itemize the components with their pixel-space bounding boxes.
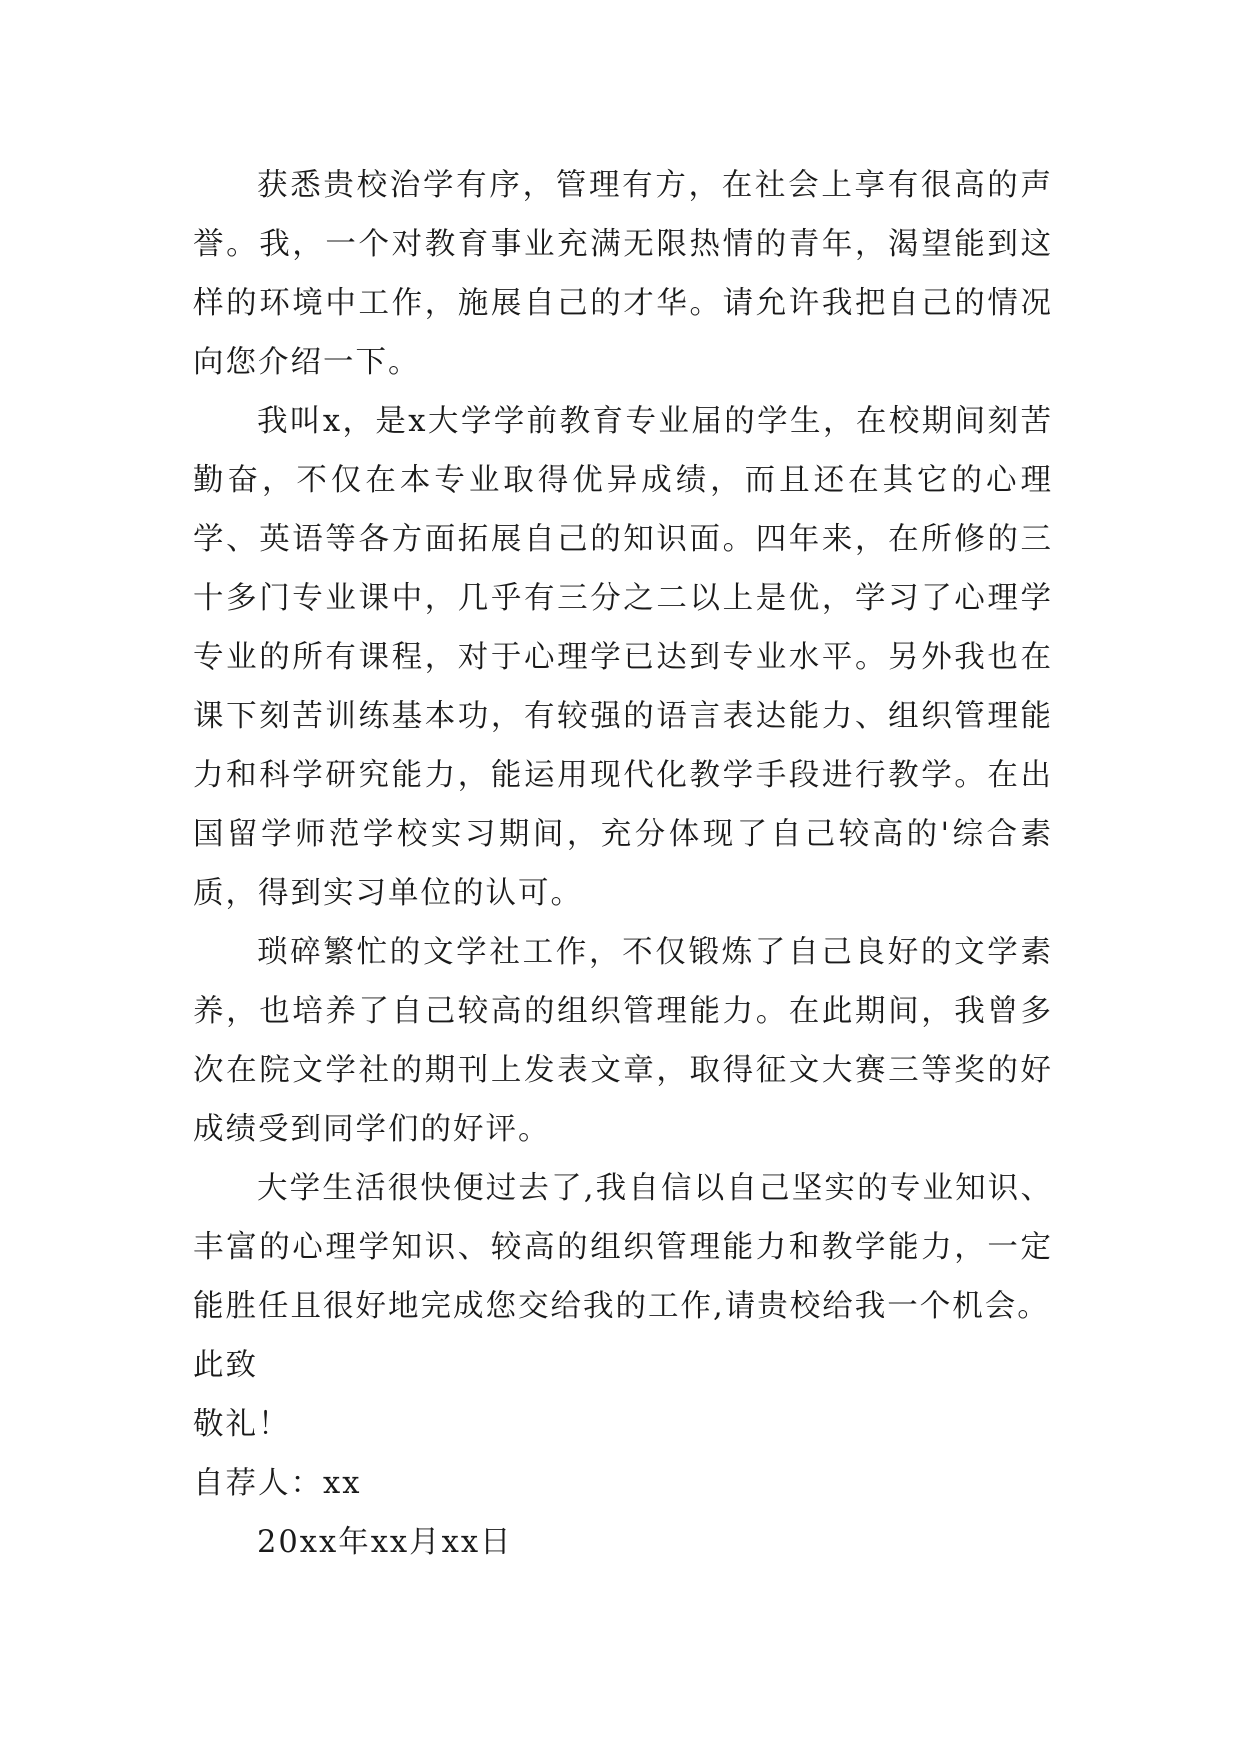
paragraph-intro: 获悉贵校治学有序，管理有方，在社会上享有很高的声誉。我，一个对教育事业充满无限热情的青年，渴望能到这样的环境中工作，施展自己的才华。请允许我把自己的情况向您介绍一下。 <box>193 168 1053 380</box>
closing-phrase: 此致 <box>193 1348 258 1383</box>
letter-date: 20xx年xx月xx日 <box>257 1525 513 1560</box>
paragraph-conclusion: 大学生活很快便过去了,我自信以自己坚实的专业知识、丰富的心理学知识、较高的组织管理能力和教学能力，一定能胜任且很好地完成您交给我的工作,请贵校给我一个机会。 <box>193 1171 1053 1324</box>
signature: 自荐人：xx <box>193 1466 362 1501</box>
salutation: 敬礼！ <box>193 1407 291 1442</box>
letter-body <box>193 156 1053 1572</box>
paragraph-literary-club: 琐碎繁忙的文学社工作，不仅锻炼了自己良好的文学素养，也培养了自己较高的组织管理能力。在此期间，我曾多次在院文学社的期刊上发表文章，取得征文大赛三等奖的好成绩受到同学们的好评。 <box>193 935 1053 1147</box>
paragraph-education: 我叫x，是x大学学前教育专业届的学生，在校期间刻苦勤奋，不仅在本专业取得优异成绩，而且还在其它的心理学、英语等各方面拓展自己的知识面。四年来，在所修的三十多门专业课中，几乎有三分之二以上是优，学习了心理学专业的所有课程，对于心理学已达到专业水平。另外我也在课下刻苦训练基本功，有较强的语言表达能力、组织管理能力和科学研究能力，能运用现代化教学手段进行教学。在出国留学师范学校实习期间，充分体现了自己较高的'综合素质，得到实习单位的认可。 <box>193 404 1053 911</box>
